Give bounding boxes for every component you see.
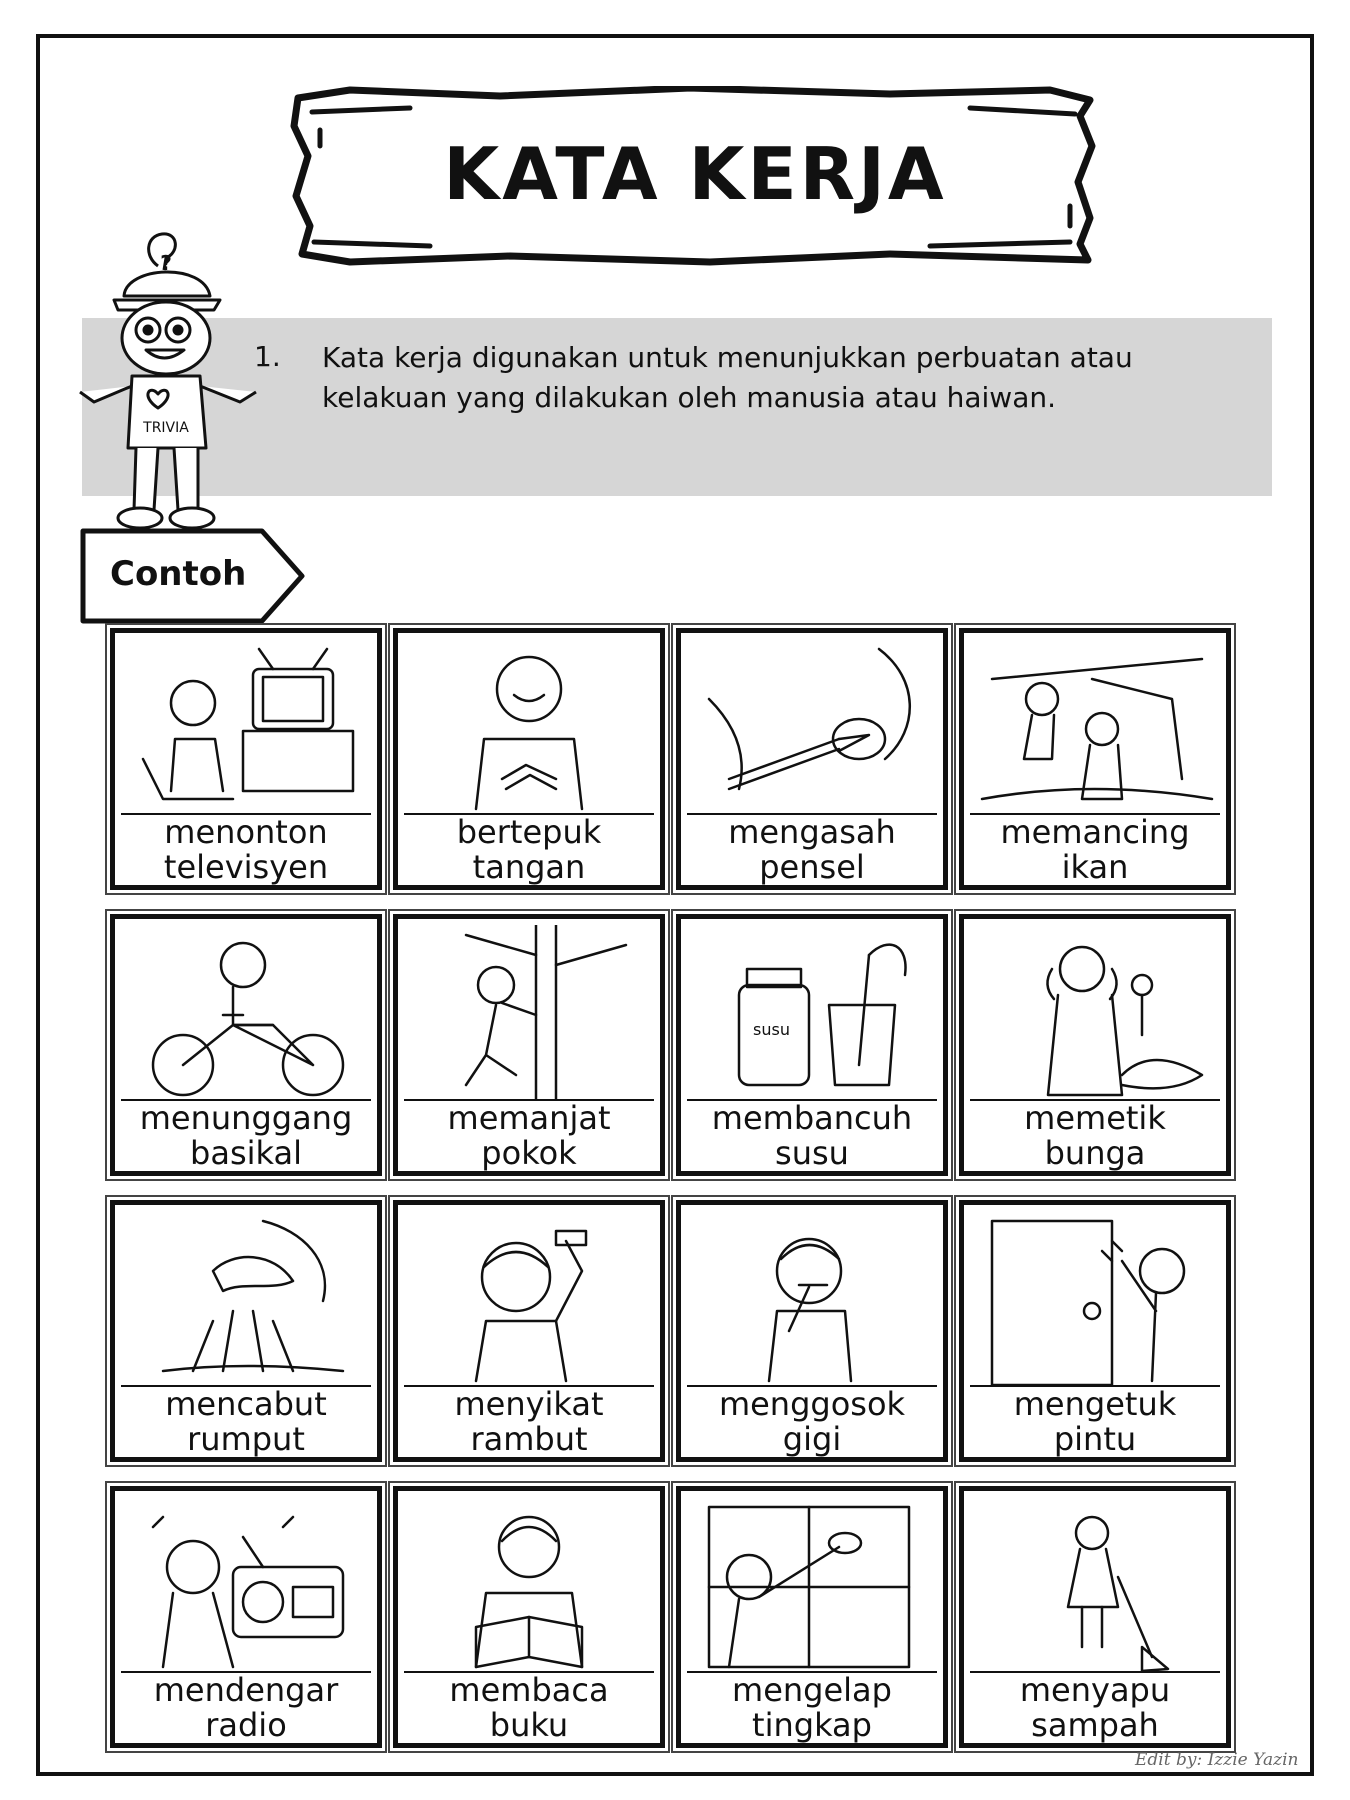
verb-caption <box>681 1387 943 1457</box>
verb-card <box>110 1486 382 1748</box>
verb-caption <box>681 1673 943 1743</box>
verb-object: ikan <box>1061 848 1129 886</box>
verb-card <box>676 628 948 890</box>
verb-caption <box>115 1101 377 1171</box>
verb-word: menyikat <box>454 1385 604 1423</box>
verb-object: buku <box>489 1706 569 1744</box>
milk-glass-icon <box>689 925 935 1099</box>
verb-card <box>959 914 1231 1176</box>
verb-object: tingkap <box>752 1706 872 1744</box>
verb-card-grid <box>110 628 1240 1758</box>
definition-text <box>322 338 1182 418</box>
verb-object: pokok <box>481 1134 577 1172</box>
verb-word: membancuh <box>711 1099 913 1137</box>
verb-card <box>676 914 948 1176</box>
verb-caption <box>115 1673 377 1743</box>
definition-number: 1. <box>254 340 281 373</box>
verb-caption <box>398 1673 660 1743</box>
verb-object: rambut <box>470 1420 588 1458</box>
verb-caption <box>964 1387 1226 1457</box>
definition-line-2: kelakuan yang dilakukan oleh manusia atau haiwan. <box>322 381 1057 414</box>
verb-caption <box>398 815 660 885</box>
verb-word: mencabut <box>165 1385 327 1423</box>
verb-card <box>959 1486 1231 1748</box>
verb-word: memancing <box>1000 813 1190 851</box>
verb-word: menonton <box>164 813 328 851</box>
mascot-hat-mark: ? <box>160 251 172 275</box>
example-label: Contoh <box>110 554 247 594</box>
verb-card <box>676 1486 948 1748</box>
verb-caption <box>398 1387 660 1457</box>
flower-picking-icon <box>972 925 1218 1099</box>
mascot-kid-icon <box>74 226 264 536</box>
verb-card <box>393 1486 665 1748</box>
verb-word: menyapu <box>1019 1671 1171 1709</box>
verb-word: memetik <box>1024 1099 1166 1137</box>
verb-card <box>393 914 665 1176</box>
svg-text:susu: susu <box>753 1020 790 1039</box>
verb-card <box>959 628 1231 890</box>
verb-card <box>110 914 382 1176</box>
verb-object: bunga <box>1044 1134 1146 1172</box>
window-wiping-icon <box>689 1497 935 1671</box>
pencil-sharpening-icon <box>689 639 935 813</box>
verb-object: tangan <box>472 848 586 886</box>
verb-object: rumput <box>187 1420 305 1458</box>
verb-card <box>676 1200 948 1462</box>
title-sign <box>290 86 1100 266</box>
verb-word: bertepuk <box>456 813 602 851</box>
verb-object: susu <box>775 1134 849 1172</box>
verb-caption <box>681 1101 943 1171</box>
tree-climbing-icon <box>406 925 652 1099</box>
verb-word: memanjat <box>447 1099 611 1137</box>
example-label-tag <box>80 528 306 624</box>
hair-brushing-icon <box>406 1211 652 1385</box>
verb-object: pensel <box>759 848 865 886</box>
mascot-shirt-text: TRIVIA <box>143 420 189 436</box>
verb-card <box>393 1200 665 1462</box>
verb-object: pintu <box>1053 1420 1137 1458</box>
sweeping-icon <box>972 1497 1218 1671</box>
verb-object: televisyen <box>163 848 329 886</box>
tv-watching-icon <box>123 639 369 813</box>
verb-object: gigi <box>782 1420 842 1458</box>
book-reading-icon <box>406 1497 652 1671</box>
door-knocking-icon <box>972 1211 1218 1385</box>
clapping-icon <box>406 639 652 813</box>
verb-word: mengetuk <box>1013 1385 1177 1423</box>
verb-word: mengasah <box>728 813 896 851</box>
verb-caption <box>115 1387 377 1457</box>
verb-caption <box>964 815 1226 885</box>
verb-card <box>110 628 382 890</box>
verb-card <box>393 628 665 890</box>
verb-caption <box>964 1673 1226 1743</box>
verb-object: sampah <box>1031 1706 1159 1744</box>
verb-caption <box>398 1101 660 1171</box>
verb-card <box>959 1200 1231 1462</box>
verb-object: basikal <box>190 1134 302 1172</box>
verb-caption <box>964 1101 1226 1171</box>
tooth-brushing-icon <box>689 1211 935 1385</box>
radio-icon <box>123 1497 369 1671</box>
page-title: KATA KERJA <box>443 132 947 216</box>
credit-signature: Edit by: Izzie Yazin <box>1135 1750 1299 1770</box>
verb-word: menunggang <box>139 1099 353 1137</box>
fishing-icon <box>972 639 1218 813</box>
verb-caption <box>681 815 943 885</box>
definition-line-1: Kata kerja digunakan untuk menunjukkan perbuatan atau <box>322 341 1133 374</box>
verb-word: mendengar <box>153 1671 339 1709</box>
verb-word: membaca <box>449 1671 609 1709</box>
verb-caption <box>115 815 377 885</box>
bicycle-icon <box>123 925 369 1099</box>
verb-object: radio <box>205 1706 287 1744</box>
verb-word: mengelap <box>732 1671 892 1709</box>
verb-card <box>110 1200 382 1462</box>
mascot-illustration <box>74 226 264 536</box>
verb-word: menggosok <box>718 1385 906 1423</box>
grass-pulling-icon <box>123 1211 369 1385</box>
